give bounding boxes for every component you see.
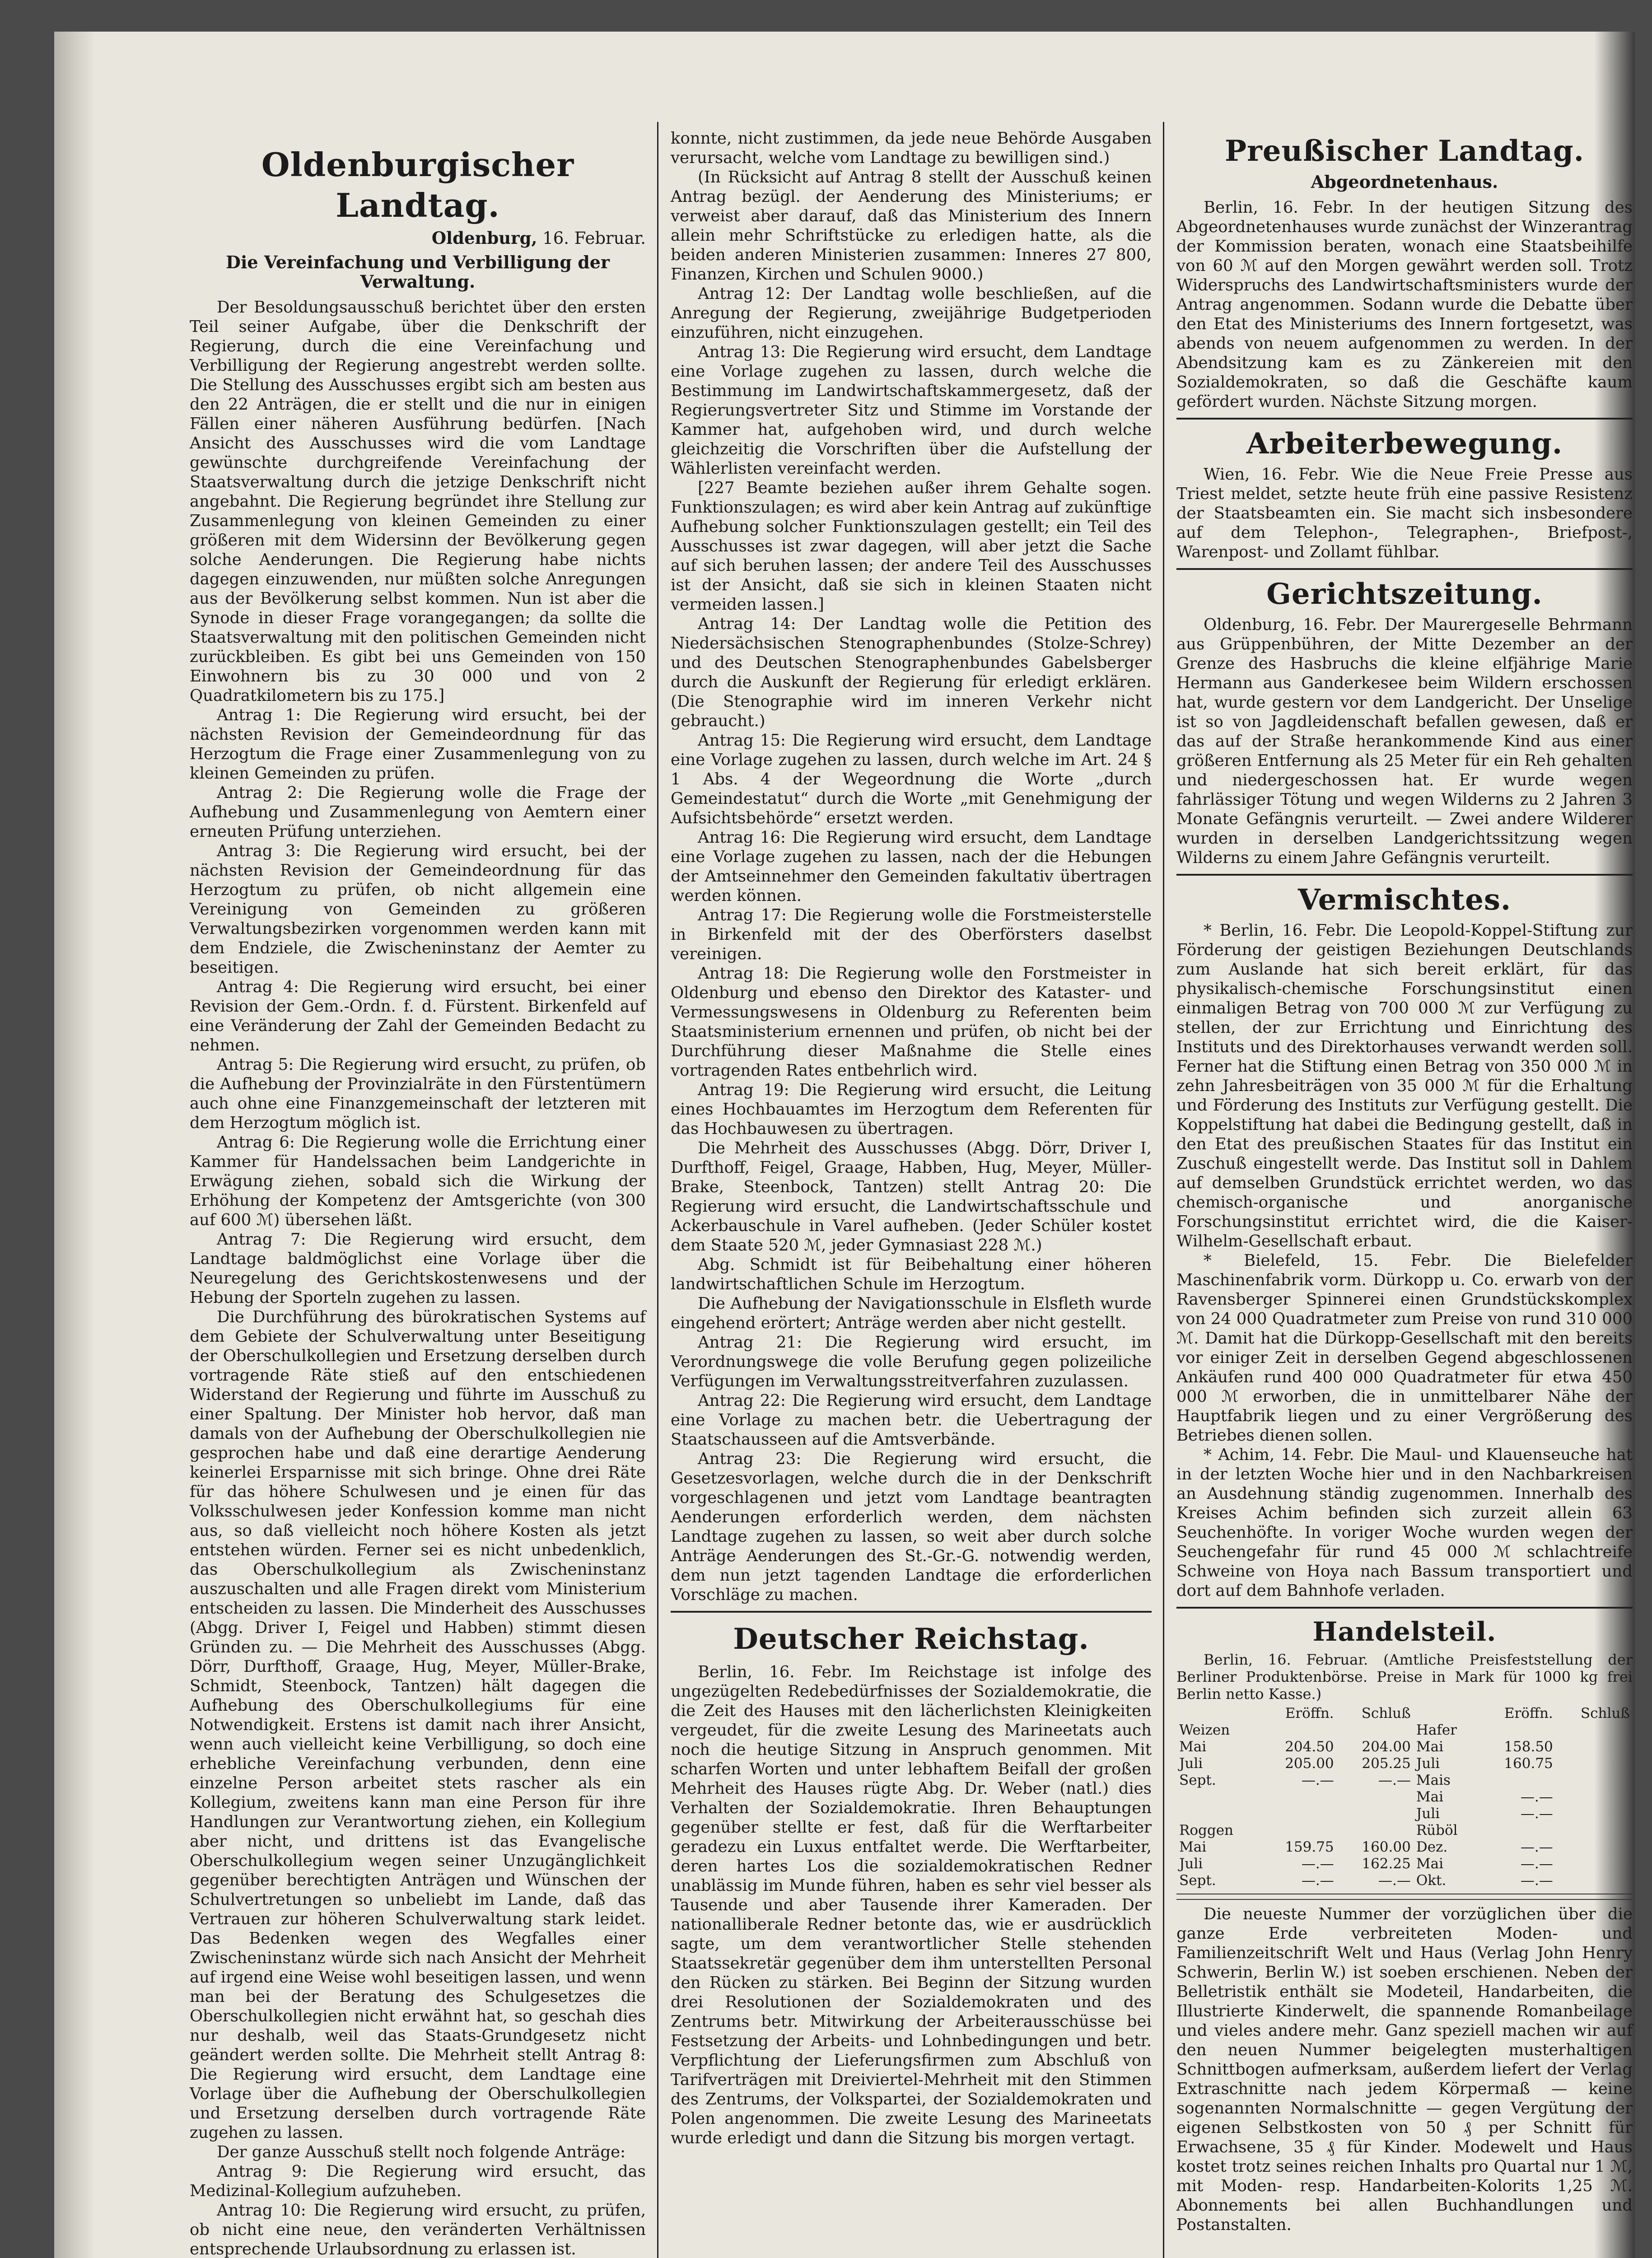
market-cell [1556,1856,1633,1872]
market-cell: —.— [1378,1772,1411,1788]
market-cell: Juli [1416,1805,1440,1822]
market-cell [1479,1822,1556,1839]
handel-intro: Berlin, 16. Februar. (Amtliche Preisfeststellung der Berliner Produktenbörse. Preise in Mark für 1000 kg frei Berlin netto Kasse.) [1176,1651,1633,1703]
col-header: Schluß [1580,1705,1630,1721]
dateline-oldenburg [190,229,646,248]
market-cell: Okt. [1416,1872,1447,1889]
paragraph: Antrag 16: Die Regierung wird ersucht, dem Landtage eine Vorlage zugehen zu lassen, nach der die Hebungen der Amtseinnehmer den Gemeinden fakultativ übertragen werden können. [671,828,1152,905]
paragraph: konnte, nicht zustimmen, da jede neue Behörde Ausgaben verursacht, welche vom Landtage zu bewilligen sind.) [671,129,1152,167]
headline-preussischer-landtag: Preußischer Landtag. [1224,134,1585,168]
paragraph: Antrag 22: Die Regierung wird ersucht, dem Landtage eine Vorlage zu machen betr. die Uebertragung der Staatschausseen auf die Amtsverbände. [671,1391,1152,1449]
paragraph: Antrag 2: Die Regierung wolle die Frage der Aufhebung und Zusammenlegung von Aemtern einer erneuten Prüfung unterziehen. [190,784,646,841]
market-table-row [1176,1856,1633,1872]
headline-vermischtes: Vermischtes. [1297,883,1512,917]
paragraph: * Berlin, 16. Febr. Die Leopold-Koppel-Stiftung zur Förderung der geistigen Beziehungen Deutschlands zum Auslande hat sich bereit erklärt, für das physikalisch-chemische Forschungsinstitut einen einmaligen Betrag von 700 000 ℳ zur Verfügung zu stellen, der zur Errichtung und Einrichtung des Instituts und des Direktorhauses verwandt werden soll. Ferner hat die Stiftung einen Betrag von 350 000 ℳ in zehn Jahresbeiträgen von 35 000 ℳ für die Erhaltung und Förderung des Instituts zur Verfügung gestellt. Die Koppelstiftung hat dabei die Bedingung gestellt, daß in den Etat des preußischen Staates für das Institut ein Zuschuß eingestellt werde. Das Institut soll in Dahlem auf demselben Grundstück errichtet werden, wo das chemisch-organische und anorganische Forschungsinstitut errichtet wird, die die Kaiser-Wilhelm-Gesellschaft erbaut. [1176,921,1633,1250]
market-cell [1556,1755,1633,1772]
market-cell: —.— [1520,1872,1553,1889]
headline-handelsteil: Handelsteil. [1312,1616,1497,1647]
market-cell [1337,1789,1414,1805]
paragraph: (In Rücksicht auf Antrag 8 stellt der Ausschuß keinen Antrag bezügl. der Aenderung des Ministeriums; er verweist aber darauf, daß das Ministerium des Innern allein mehr Schriftstücke zu erledigen hatte, als die beiden anderen Ministerien zusammen: Inneres 27 800, Finanzen, Kirchen und Schulen 9000.) [671,168,1152,284]
market-cell: —.— [1520,1789,1553,1805]
market-cell: 158.50 [1504,1739,1553,1755]
paragraph: Oldenburg, 16. Febr. Der Maurergeselle Behrmann aus Grüppenbühren, der Mitte Dezember an der Grenze des Hasbruchs die kleine elfjährige Marie Hermann aus Ganderkesee beim Wildern erschossen hat, wurde gestern vor dem Landgericht. Der Unselige ist so von Jagdleidenschaft befallen gewesen, daß er das auf der Straße herankommende Kind aus einer größeren Entfernung als 25 Meter für ein Reh gehalten und niedergeschossen hat. Er wurde wegen fahrlässiger Tötung und wegen Wilderns zu 2 Jahren 3 Monate Gefängnis verurteilt. — Zwei andere Wilderer wurden in derselben Landgerichtssitzung wegen Wilderns zu einem Jahre Gefängnis verurteilt. [1176,616,1633,867]
paragraph: Wien, 16. Febr. Wie die Neue Freie Presse aus Triest meldet, setzte heute früh eine passive Resistenz der Staatsbeamten ein. Sie macht sich insbesondere auf dem Telephon-, Telegraphen-, Briefpost-, Warenpost- und Zollamt fühlbar. [1176,465,1633,561]
paragraph: Antrag 9: Die Regierung wird ersucht, das Medizinal-Kollegium aufzuheben. [190,2162,646,2200]
market-cell [1556,1722,1633,1739]
market-cell [1556,1872,1633,1889]
paragraph: Antrag 10: Die Regierung wird ersucht, zu prüfen, ob nicht eine neue, den veränderten Verhältnissen entsprechende Urlaubsordnung zu erlassen ist. [190,2201,646,2258]
market-cell [1176,1789,1260,1805]
paragraph: Antrag 14: Der Landtag wolle die Petition des Niedersächsischen Stenographenbundes (Stolze-Schrey) und des Deutschen Stenographenbundes Gabelsberger durch die Auskunft der Regierung für erledigt erklären. (Die Stenographie wird im inneren Verkehr nicht gebraucht.) [671,615,1152,730]
column-middle [671,129,1152,2148]
market-cell [1556,1772,1633,1789]
market-cell: Weizen [1179,1722,1230,1738]
market-cell: 162.25 [1362,1856,1411,1872]
market-cell [1337,1805,1414,1822]
market-cell: Mais [1416,1772,1451,1788]
paragraph: Die Mehrheit des Ausschusses (Abgg. Dörr, Driver I, Durfthoff, Feigel, Graage, Habben, Hug, Meyer, Müller-Brake, Steenbock, Tantzen) stellt Antrag 20: Die Regierung wird ersucht, die Landwirtschaftsschule und Ackerbauschule in Varel aufheben. (Jeder Schüler kostet dem Staate 520 ℳ, jeder Gymnasiast 228 ℳ.) [671,1139,1152,1255]
market-table-body [1176,1722,1633,1889]
market-cell [1556,1822,1633,1839]
column-oldenburg [190,140,646,2258]
paragraph: Antrag 1: Die Regierung wird ersucht, bei der nächsten Revision der Gemeindeordnung für das Herzogtum die Frage einer Zusammenlegung von zu kleinen Gemeinden zu prüfen. [190,706,646,783]
market-cell: —.— [1520,1839,1553,1855]
headline-arbeiterbewegung: Arbeiterbewegung. [1246,427,1563,461]
market-cell: 205.25 [1362,1755,1411,1772]
paragraph: Antrag 15: Die Regierung wird ersucht, dem Landtage eine Vorlage zugehen zu lassen, durch welche im Art. 24 § 1 Abs. 4 der Wegeordnung die Worte „durch Gemeindestatut“ durch die Worte „mit Genehmigung der Aufsichtsbehörde“ ersetzt werden. [671,731,1152,827]
paragraph: * Bielefeld, 15. Febr. Die Bielefelder Maschinenfabrik vorm. Dürkopp u. Co. erwarb von der Ravensberger Spinnerei einen Grundstückskomplex von 24 000 Quadratmeter zum Preise von rund 310 000 ℳ. Damit hat die Dürkopp-Gesellschaft mit den bereits vor einiger Zeit in derselben Gegend abgeschlossenen Ankäufen rund 400 000 Quadratmeter für etwa 450 000 ℳ erworben, die in unmittelbarer Nähe der Hauptfabrik liegen und zu einer Vergrößerung des Betriebes dienen sollen. [1176,1251,1633,1445]
market-cell: Mai [1179,1839,1207,1855]
section-rule [671,1611,1152,1613]
paragraph: Antrag 5: Die Regierung wird ersucht, zu prüfen, ob die Aufhebung der Provinzialräte in den Fürstentümern auch ohne eine Finanzgemeinschaft der letzteren mit dem Herzogtum möglich ist. [190,1055,646,1132]
section-rule [1176,874,1633,876]
market-cell [1337,1822,1414,1839]
market-cell: Dez. [1416,1839,1448,1855]
dateline-date: 16. Februar. [542,229,646,248]
market-table-header [1176,1705,1633,1722]
section-rule [1176,1607,1633,1609]
paragraph: Abg. Schmidt ist für Beibehaltung einer höheren landwirtschaftlichen Schule im Herzogtum. [671,1255,1152,1293]
market-cell: 205.00 [1285,1755,1334,1772]
paragraph: Antrag 6: Die Regierung wolle die Errichtung einer Kammer für Handelssachen beim Landgerichte in Erwägung ziehen, sobald sich die Wirkung der Erhöhung der Kompetenz der Amtsgerichte (von 300 auf 600 ℳ) übersehen läßt. [190,1133,646,1229]
market-cell: 159.75 [1285,1839,1334,1855]
paragraph: * Achim, 14. Febr. Die Maul- und Klauenseuche hat in der letzten Woche hier und in den Nachbarkreisen an Ausdehnung ständig zugenommen. Innerhalb des Kreises Achim befinden sich zurzeit allein 63 Seuchenhöfte. In voriger Woche wurden wegen der Seuchengefahr für rund 45 000 ℳ schlachtreife Schweine von Hoya nach Bassum transportiert und dort auf dem Bahnhofe verladen. [1176,1446,1633,1600]
paragraph: Antrag 23: Die Regierung wird ersucht, die Gesetzesvorlagen, welche durch die in der Denkschrift vorgeschlagenen und jetzt vom Landtage beantragten Aenderungen erforderlich werden, dem nächsten Landtage zugehen zu lassen, so weit aber durch solche Anträge Aenderungen des St.-Gr.-G. notwendig werden, dem nun jetzt tagenden Landtage die erforderlichen Vorschläge zu machen. [671,1450,1152,1604]
market-cell [1260,1805,1336,1822]
headline-gerichtszeitung: Gerichtszeitung. [1266,577,1543,611]
dateline-place: Oldenburg, [431,228,537,248]
market-cell: Sept. [1179,1772,1216,1788]
market-table-row [1176,1739,1633,1755]
market-cell: 204.00 [1362,1739,1411,1755]
market-table-row [1176,1872,1633,1889]
market-cell: 204.50 [1285,1739,1334,1755]
market-cell: Sept. [1179,1872,1216,1889]
market-cell: Juli [1179,1755,1203,1772]
subhead-verwaltung: Die Vereinfachung und Verbilligung der Verwaltung. [226,252,610,292]
section-rule [1176,568,1633,570]
paragraph: Antrag 21: Die Regierung wird ersucht, im Verordnungswege die volle Berufung gegen polizeiliche Verfügungen im Verwaltungsstreitverfahren zuzulassen. [671,1333,1152,1390]
market-cell: Juli [1179,1856,1203,1872]
page-edge-shadow [54,32,95,2258]
paragraph: Die Aufhebung der Navigationsschule in Elsfleth wurde eingehend erörtert; Anträge werden aber nicht gestellt. [671,1294,1152,1332]
market-cell: —.— [1301,1872,1334,1889]
paragraph: Berlin, 16. Febr. In der heutigen Sitzung des Abgeordnetenhauses wurde zunächst der Winzerantrag der Kommission beraten, wonach eine Staatsbeihilfe von 60 ℳ auf den Morgen gewährt werden soll. Trotz Widerspruchs des Landwirtschaftsministers wurde der Antrag angenommen. Sodann wurde die Debatte über den Etat des Ministeriums des Innern fortgesetzt, was abends von neuem aufgenommen zu werden. In der Abendsitzung kam es zu Zänkereien mit den Sozialdemokraten, so daß die Geschäfte kaum gefördert wurden. Nächste Sitzung morgen. [1176,198,1633,411]
col-header: Eröffn. [1285,1705,1334,1721]
market-table-row [1176,1722,1633,1739]
market-cell: Mai [1416,1739,1443,1755]
market-cell [1260,1789,1336,1805]
market-table-row [1176,1839,1633,1856]
paragraph: Antrag 12: Der Landtag wolle beschließen, auf die Anregung der Regierung, zweijährige Budgetperioden einzuführen, nicht einzugehen. [671,285,1152,342]
market-cell [1479,1772,1556,1789]
market-cell: —.— [1378,1872,1411,1889]
paragraph: [227 Beamte beziehen außer ihrem Gehalte sogen. Funktionszulagen; es wird aber kein Antrag auf zukünftige Aufhebung solcher Funktionszulagen gestellt; ein Teil des Ausschusses ist zwar dagegen, will aber jetzt die Sache auf sich beruhen lassen; der andere Teil des Ausschusses ist der Ansicht, daß sie sich in kleinen Staaten nicht vermeiden lassen.] [671,479,1152,614]
paragraph: Der Besoldungsausschuß berichtet über den ersten Teil seiner Aufgabe, über die Denkschrift der Regierung, durch die eine Vereinfachung und Verbilligung der Regierung angestrebt werden sollte. Die Stellung des Ausschusses ergibt sich am besten aus den 22 Anträgen, die er stellt und die nur in einigen Fällen einer näheren Ausführung bedürfen. [Nach Ansicht des Ausschusses wird die vom Landtage gewünschte durchgreifende Vereinfachung der Staatsverwaltung durch die jetzige Denkschrift nicht angebahnt. Die Regierung begründet ihre Stellung zur Zusammenlegung von kleinen Gemeinden zu einer größeren mit dem Widersinn der Bevölkerung gegen solche Aenderungen. Die Regierung habe nichts dagegen einzuwenden, nur müßten solche Anregungen aus der Bevölkerung selbst kommen. Nun ist aber die Synode in dieser Frage vorangegangen; da sollte die Staatsverwaltung mit den politischen Gemeinden nicht zurückbleiben. Es gibt bei uns Gemeinden von 150 Einwohnern bis zu 30 000 und von 2 Quadratkilometern bis zu 175.] [190,298,646,705]
paragraph: Der ganze Ausschuß stellt noch folgende Anträge: [217,2143,626,2161]
market-cell [1260,1722,1336,1739]
market-cell: —.— [1520,1805,1553,1822]
newspaper-page [54,32,1635,2258]
col-header: Eröffn. [1504,1705,1553,1721]
paragraph-reichstag: Berlin, 16. Febr. Im Reichstage ist infolge des ungezügelten Redebedürfnisses der Sozialdemokratie, die die Zeit des Hauses mit den lächerlichsten Kleinigkeiten vergeudet, für die zweite Lesung des Marineetats auch noch die heutige Sitzung in Anspruch genommen. Mit scharfen Worten und unter lebhaftem Beifall der großen Mehrheit des Hauses rügte Abg. Dr. Weber (natl.) dies Verhalten der Sozialdemokratie. Ihren Behauptungen gegenüber stellte er fest, daß für die Werftarbeiter geradezu ein Luxus entfaltet werde. Die Werftarbeiter, deren hartes Los die sozialdemokratischen Redner unablässig im Munde führen, haben es sehr viel besser als Tausende und aber Tausende ihrer Kameraden. Der nationalliberale Redner betonte das, wie er ausdrücklich sagte, um dem verantwortlicher Stelle stehenden Staatssekretär gegenüber dem ihm unterstellten Personal den Rücken zu stärken. Bei Beginn der Sitzung wurden drei Resolutionen der Sozialdemokraten und des Zentrums betr. Mitwirkung der Arbeiterausschüsse bei Festsetzung der Arbeits- und Lohnbedingungen und betr. Verpflichtung der Lieferungsfirmen zum Abschluß von Tarifverträgen mit Dreiviertel-Mehrheit mit den Stimmen des Zentrums, der Volkspartei, der Sozialdemokraten und Polen angenommen. Die zweite Lesung des Marineetats wurde erledigt und dann die Sitzung bis morgen vertagt. [671,1663,1152,2147]
market-cell [1556,1839,1633,1856]
paragraph: Antrag 3: Die Regierung wird ersucht, bei der nächsten Revision der Gemeindeordnung für das Herzogtum zu prüfen, ob nicht allgemein eine Vereinigung von Gemeinden zu größeren Verwaltungsbezirken vorgenommen werden kann mit dem Endziele, die Zwischeninstanz der Aemter zu beseitigen. [190,842,646,977]
headline-reichstag: Deutscher Reichstag. [733,1622,1089,1656]
paragraph: Antrag 18: Die Regierung wolle den Forstmeister in Oldenburg und ebenso den Direktor des Kataster- und Vermessungswesens in Oldenburg zu Referenten beim Staatsministerium ernennen und prüfen, ob nicht bei der Durchführung dieser Maßnahme die Stelle eines vortragenden Rates entbehrlich wird. [671,964,1152,1080]
market-cell: 160.75 [1504,1755,1553,1772]
market-cell: Mai [1416,1789,1443,1805]
market-cell: Hafer [1416,1722,1457,1738]
market-cell: Roggen [1179,1822,1234,1838]
market-cell: —.— [1301,1772,1334,1788]
market-cell [1176,1805,1260,1822]
paragraph: Antrag 13: Die Regierung wird ersucht, dem Landtage eine Vorlage zugehen zu lassen, durch welche die Bestimmung im Landwirtschaftskammergesetz, daß der Regierungsvertreter Sitz und Stimme im Vorstande der Kammer hat, aufgehoben wird, und durch welche gleichzeitig die Vorschriften über die Aufstellung der Wählerlisten vereinfacht werden. [671,343,1152,478]
market-cell: 160.00 [1362,1839,1411,1855]
column-rule-1 [657,122,658,2258]
market-cell: Rüböl [1416,1822,1458,1838]
market-table-row [1176,1755,1633,1772]
paragraph-advertisement: Die neueste Nummer der vorzüglichen über die ganze Erde verbreiteten Moden- und Familienzeitschrift Welt und Haus (Verlag John Henry Schwerin, Berlin W.) ist soeben erschienen. Neben der Belletristik enthält sie Modeteil, Handarbeiten, die Illustrierte Kinderwelt, die spannende Romanbeilage und vieles andere mehr. Ganz speziell machen wir auf den neuen Nummer beigelegten musterhaltigen Schnittbogen aufmerksam, außerdem liefert der Verlag Extraschnitte nach jedem Körpermaß — keine sogenannten Normalschnitte — gegen Vergütung der eigenen Selbstkosten von 50 ₰ per Schnitt für Erwachsene, 35 ₰ für Kinder. Modewelt und Haus kostet trotz seines reichen Inhalts pro Quartal nur 1 ℳ, mit Moden- resp. Handarbeiten-Kolorits 1,25 ℳ. Abonnements bei allen Buchhandlungen und Postanstalten. [1176,1905,1633,2234]
market-table-row [1176,1822,1633,1839]
market-table-row [1176,1805,1633,1822]
col-header: Schluß [1361,1705,1411,1721]
market-cell [1556,1739,1633,1755]
market-cell: —.— [1301,1856,1334,1872]
column-rule-2 [1163,122,1164,2258]
market-cell [1337,1722,1414,1739]
market-cell [1260,1822,1336,1839]
market-cell [1556,1789,1633,1805]
market-table [1176,1705,1633,1889]
paragraph: Antrag 17: Die Regierung wolle die Forstmeisterstelle in Birkenfeld mit der des Oberförsters daselbst vereinigen. [671,906,1152,963]
market-cell: —.— [1520,1856,1553,1872]
market-cell [1556,1805,1633,1822]
market-table-row [1176,1772,1633,1789]
section-rule [1176,1899,1633,1900]
paragraph: Die Durchführung des bürokratischen Systems auf dem Gebiete der Schulverwaltung unter Beseitigung der Oberschulkollegien und Ersetzung derselben durch vortragende Räte stieß auf den entschiedenen Widerstand der Regierung und führte im Ausschuß zu einer Spaltung. Der Minister hob hervor, daß man damals von der Aufhebung der Oberschulkollegien nie gesprochen habe und daß eine derartige Aenderung keinerlei Ersparnisse mit sich bringe. Ohne drei Räte für das höhere Schulwesen und je einen für das Volksschulwesen jeder Konfession komme man nicht aus, so daß vielleicht noch höhere Kosten als jetzt entstehen würden. Ferner sei es nicht unbedenklich, das Oberschulkollegium als Zwischeninstanz auszuschalten und alle Fragen direkt vom Ministerium entscheiden zu lassen. Die Minderheit des Ausschusses (Abgg. Driver I, Feigel und Habben) stimmt diesen Gründen zu. — Die Mehrheit des Ausschusses (Abgg. Dörr, Durfthoff, Graage, Hug, Meyer, Müller-Brake, Schmidt, Steenbock, Tantzen) hält dagegen die Aufhebung des Oberschulkollegiums für eine Notwendigkeit. Erstens ist damit nach ihrer Ansicht, wenn auch vielleicht keine Verbilligung, so doch eine erhebliche Vereinfachung verbunden, denn eine einzelne Person arbeitet stets rascher als ein Kollegium, zweitens kann man eine Person für ihre Handlungen zur Verantwortung ziehen, ein Kollegium aber nicht, und drittens ist das Evangelische Oberschulkollegium wegen seiner Unzugänglichkeit gegenüber berechtigten Anträgen und Wünschen der Schulvertretungen so unbeliebt im Lande, daß das Vertrauen zur höheren Schulverwaltung stark leidet. Das Bedenken wegen des Wegfalles einer Zwischeninstanz würde sich nach Ansicht der Mehrheit auf irgend eine Weise wohl beseitigen lassen, und wenn man bei der Beratung des Schulgesetzes die Oberschulkollegien nicht erwähnt hat, so geschah dies nur deshalb, weil das Staats-Grundgesetz nicht geändert werden sollte. Die Mehrheit stellt Antrag 8: Die Regierung wird ersucht, dem Landtage eine Vorlage über die Aufhebung der Oberschulkollegien und Ersetzung derselben durch vortragende Räte zugehen zu lassen. [190,1308,646,2142]
paragraph: Antrag 4: Die Regierung wird ersucht, bei einer Revision der Gem.-Ordn. f. d. Fürstent. Birkenfeld auf eine Veränderung der Zahl der Gemeinden Bedacht zu nehmen. [190,978,646,1054]
paragraph: Antrag 7: Die Regierung wird ersucht, dem Landtage baldmöglichst eine Vorlage über die Neuregelung des Gerichtskostenwesens und der Hebung der Sporteln zugehen zu lassen. [190,1230,646,1307]
column-right [1176,129,1633,2235]
subhead-abgeordnetenhaus: Abgeordnetenhaus. [1311,172,1498,192]
market-cell: Juli [1416,1755,1440,1772]
market-cell: Mai [1179,1739,1207,1755]
section-rule [1176,418,1633,420]
market-cell: Mai [1416,1856,1443,1872]
headline-oldenburg: Oldenburgischer Landtag. [261,145,574,224]
market-cell [1479,1722,1556,1739]
market-table-row [1176,1789,1633,1805]
paragraph: Antrag 19: Die Regierung wird ersucht, die Leitung eines Hochbauamtes im Herzogtum dem Referenten für das Hochbauwesen zu übertragen. [671,1081,1152,1138]
